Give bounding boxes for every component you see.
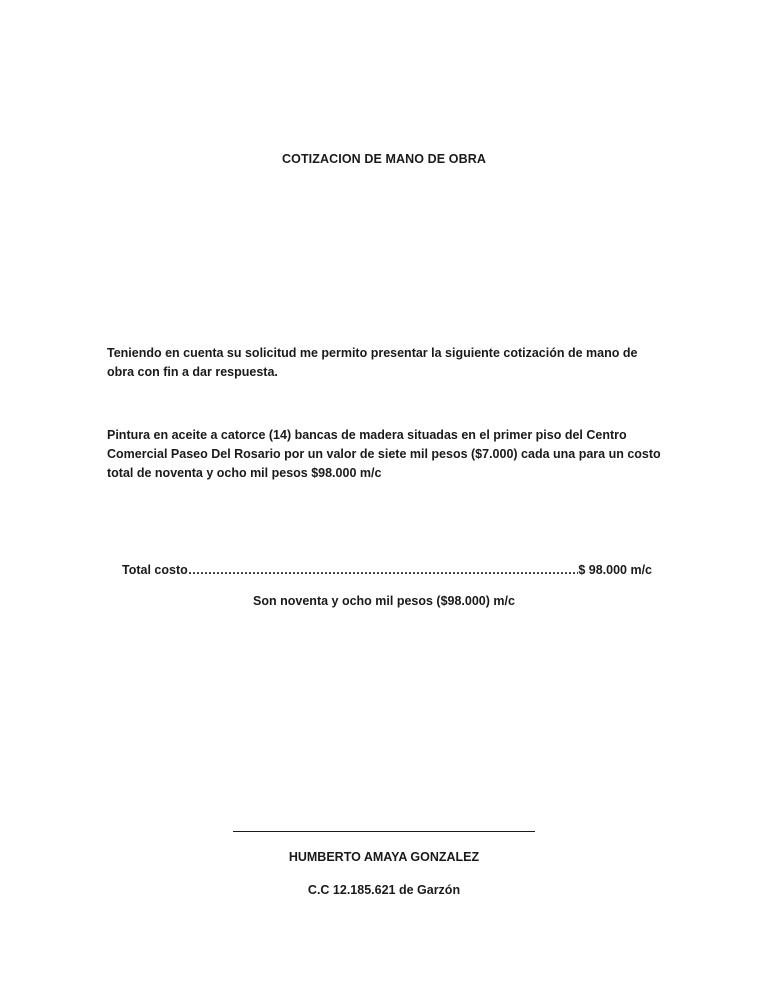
signatory-name: HUMBERTO AMAYA GONZALEZ bbox=[288, 850, 480, 864]
description-paragraph: Pintura en aceite a catorce (14) bancas de madera situadas en el primer piso del Centro Comercial Paseo Del Rosario por un valor de siete mil pesos ($7.000) cada una para un costo total de noventa y ocho mil pesos $98.000 m/c bbox=[107, 428, 661, 480]
amount-in-words: Son noventa y ocho mil pesos ($98.000) m/c bbox=[253, 594, 515, 608]
signature-line bbox=[233, 831, 535, 832]
intro-paragraph: Teniendo en cuenta su solicitud me permito presentar la siguiente cotización de mano de obra con fin a dar respuesta. bbox=[107, 346, 638, 379]
total-cost-label: Total costo bbox=[122, 563, 188, 577]
total-cost-line bbox=[122, 563, 652, 577]
signatory-id: C.C 12.185.621 de Garzón bbox=[307, 883, 461, 897]
document-title: COTIZACION DE MANO DE OBRA bbox=[282, 152, 486, 166]
dot-leader bbox=[188, 563, 579, 577]
total-cost-amount: $ 98.000 m/c bbox=[578, 563, 652, 577]
